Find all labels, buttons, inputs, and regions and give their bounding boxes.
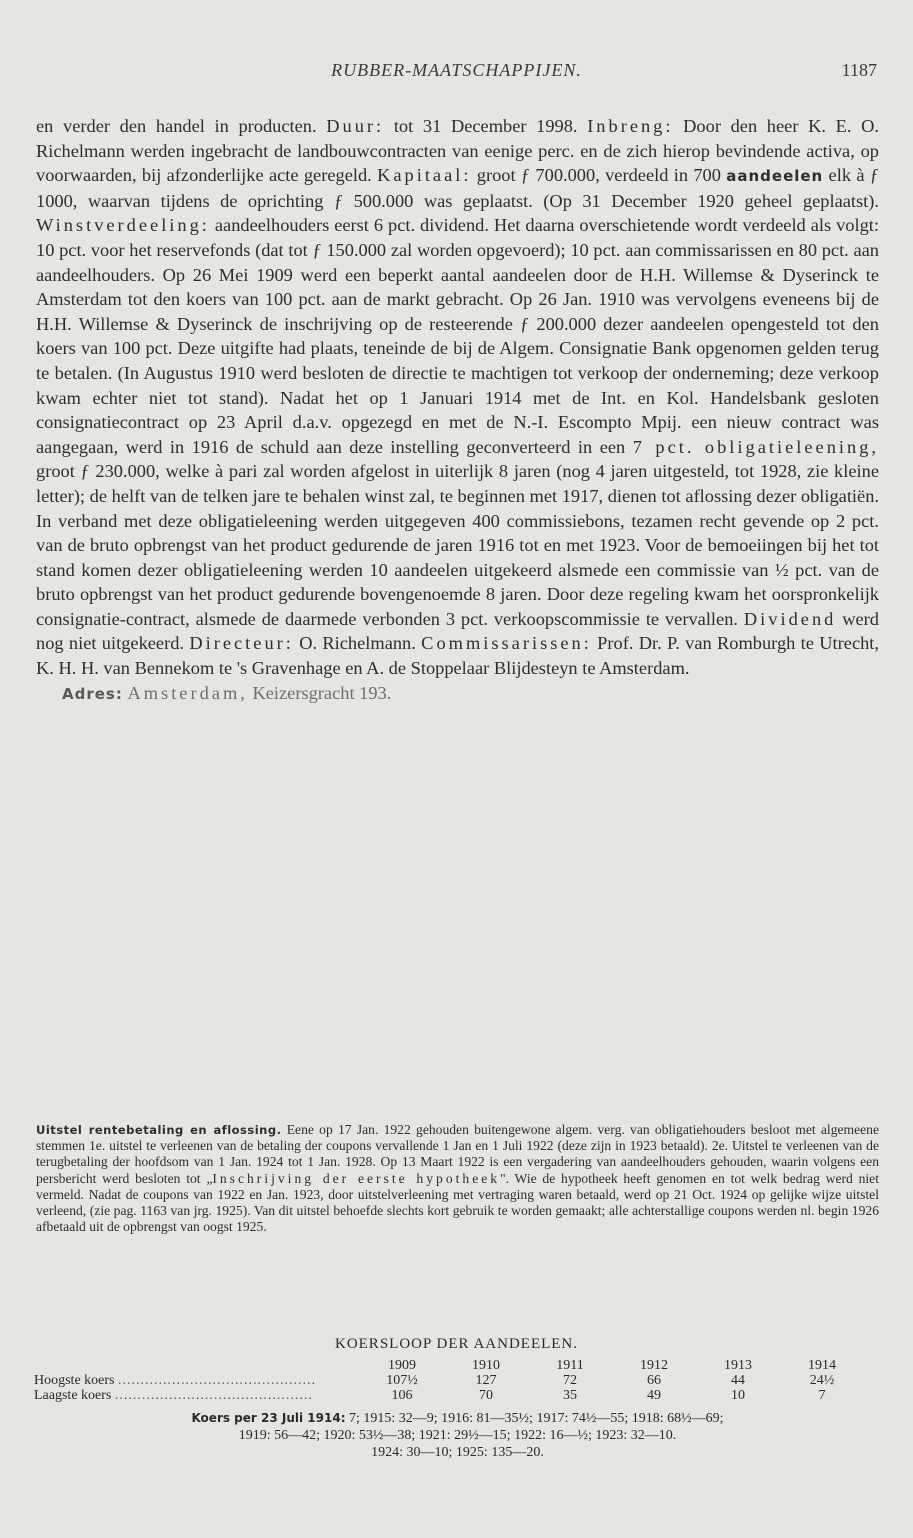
obligatieleening-label: 7 pct. obligatieleening, xyxy=(632,436,879,457)
address-line xyxy=(36,681,879,707)
table-cell: 107½ xyxy=(386,1373,418,1388)
table-row xyxy=(34,1388,864,1403)
table-cell: 127 xyxy=(475,1373,497,1388)
adres-label: Adres: xyxy=(62,684,123,703)
table-cell: 7 xyxy=(818,1388,826,1403)
notice-title: Uitstel rentebetaling en aflossing. xyxy=(36,1123,282,1137)
table-cell: 10 xyxy=(731,1388,745,1403)
koers-table-title: KOERSLOOP DER AANDEELEN. xyxy=(334,1336,579,1352)
year-header: 1911 xyxy=(556,1358,584,1373)
adres-city: Amsterdam, xyxy=(127,682,248,703)
koers-table xyxy=(34,1358,864,1403)
year-header: 1912 xyxy=(640,1358,668,1373)
row-label: Hoogste koers ............................................ xyxy=(34,1373,316,1388)
table-row xyxy=(34,1373,864,1388)
directeur-label: Directeur: xyxy=(189,633,294,654)
page-header xyxy=(36,60,877,86)
year-header: 1909 xyxy=(388,1358,416,1373)
inbreng-label: Inbreng: xyxy=(587,116,674,136)
year-header: 1910 xyxy=(472,1358,500,1373)
kapitaal-label: Kapitaal: xyxy=(377,165,472,186)
table-cell: 66 xyxy=(647,1373,661,1388)
winstverdeeling-label: Winstverdeeling: xyxy=(36,215,210,236)
small-print-notice: Uitstel rentebetaling en aflossing. Eene op 17 Jan. 1922 gehouden buitengewone algem. verg. van obligatiehouders besloot met algemeene stemmen 1e. uitstel te verleenen van de betaling der coupons vervallende 1 Jan en 1 Juli 1922 (deze zijn in 1923 betaald). 2e. Uitstel te verleenen van de terugbetaling der hoofdsom van 1 Jan. 1924 tot 1 Jan. 1928. Op 13 Maart 1922 is een vergadering van aandeelhouders gehouden, waarin volgens een persbericht werd besloten tot „Inschrijving der eerste hypotheek". Wie de hypotheek heeft genomen en tot welk bedrag werd niet vermeld. Nadat de coupons van 1922 en Jan. 1923, door uitstelverleening met vertraging waren betaald, werd op 21 Oct. 1924 op gelijke wijze uitstel verleend, (zie pag. 1163 van jrg. 1925). Van dit uitstel behoefde slechts kort gebruik te worden gemaakt; alle achterstallige coupons werden nl. begin 1926 afbetaald uit de opbrengst van oogst 1925. xyxy=(36,1122,880,1235)
koers-per-line-1: 7; 1915: 32—9; 1916: 81—35½; 1917: 74½—55; 1918: 68½—69; xyxy=(345,1411,724,1426)
row-label: Laagste koers ............................................ xyxy=(34,1388,313,1403)
year-header: 1913 xyxy=(724,1358,752,1373)
year-header: 1914 xyxy=(808,1358,836,1373)
notice-spaced-text: Inschrijving der eerste hypotheek xyxy=(212,1170,501,1186)
commissarissen-label: Commissarissen: xyxy=(421,633,592,654)
running-title: RUBBER-MAATSCHAPPIJEN. xyxy=(331,60,582,80)
adres-street: Keizersgracht 193. xyxy=(247,682,392,703)
table-cell: 49 xyxy=(647,1388,661,1403)
koers-table-header-row xyxy=(34,1358,864,1373)
page-number: 1187 xyxy=(841,60,877,80)
table-cell: 44 xyxy=(731,1373,745,1388)
table-cell: 35 xyxy=(563,1388,577,1403)
koers-per-label: Koers per 23 Juli 1914: xyxy=(191,1411,346,1425)
table-cell: 72 xyxy=(563,1373,577,1388)
table-cell: 24½ xyxy=(809,1373,835,1388)
main-body-text xyxy=(36,114,879,706)
aandeelen-label: aandeelen xyxy=(726,167,824,186)
company-description: en verder den handel in producten. Duur: tot 31 December 1998. Inbreng: Door den heer K. E. O. Richelmann werden ingebracht de landbouwcontracten van eenige perc. en de zich hierop bevindende activa, op voorwaarden, bij afzonderlijke acte geregeld. Kapitaal: groot ƒ 700.000, verdeeld in 700 aandeelen elk à ƒ 1000, waarvan tijdens de oprichting ƒ 500.000 was geplaatst. (Op 31 December 1920 geheel geplaatst). Winstverdeeling: aandeelhouders eerst 6 pct. dividend. Het daarna overschietende wordt verdeeld als volgt: 10 pct. voor het reservefonds (dat tot ƒ 150.000 zal worden opgevoerd); 10 pct. aan commissarissen en 80 pct. aan aandeelhouders. Op 26 Mei 1909 werd een beperkt aantal aandeelen door de H.H. Willemse & Dyserinck te Amsterdam tot den koers van 100 pct. aan de markt gebracht. Op 26 Jan. 1910 was vervolgens eveneens bij de H.H. Willemse & Dyserinck de inschrijving op de resteerende ƒ 200.000 dezer aandeelen opengesteld tot den koers van 100 pct. Deze uitgifte had plaats, teneinde de bij de Algem. Consignatie Bank opgenomen gelden terug te betalen. (In Augustus 1910 werd besloten de directie te machtigen tot verkoop der onderneming; deze verkoop kwam echter niet tot stand). Nadat het op 1 Januari 1914 met de Int. en Kol. Handelsbank gesloten consignatiecontract op 23 April d.a.v. opgezegd en met de N.-I. Escompto Mpij. een nieuw contract was aangegaan, werd in 1916 de schuld aan deze instelling geconverteerd in een 7 pct. obligatieleening, groot ƒ 230.000, welke à pari zal worden afgelost in uiterlijk 8 jaren (nog 4 jaren uitgesteld, tot 1928, zie kleine letter); de helft van de telken jare te behalen winst zal, te beginnen met 1917, dienen tot aflossing dezer obligatiën. In verband met deze obligatieleening werden uitgegeven 400 commissiebons, tezamen recht gevende op 2 pct. van de bruto opbrengst van het product gedurende de jaren 1916 tot en met 1923. Voor de bemoeiingen bij het tot stand komen dezer obligatieleening werden 10 aandeelen uitgekeerd alsmede een commissie van ½ pct. van de bruto opbrengst van het product gedurende bovengenoemde 8 jaren. Door deze regeling kwam het oorspronkelijk consignatie-contract, alsmede de daarmede verbonden 3 pct. verkoopscommissie te vervallen. Dividend werd nog niet uitgekeerd. Directeur: O. Richelmann. Commissarissen: Prof. Dr. P. van Romburgh te Utrecht, K. H. H. van Bennekom te 's Gravenhage en A. de Stoppelaar Blijdesteyn te Amsterdam. xyxy=(36,116,880,679)
koers-per-block xyxy=(36,1410,879,1461)
koers-per-line-2: 1919: 56—42; 1920: 53½—38; 1921: 29½—15; 1922: 16—½; 1923: 32—10. xyxy=(238,1428,677,1443)
table-cell: 106 xyxy=(391,1388,413,1403)
dividend-label: Dividend xyxy=(743,608,837,629)
koers-per-line-3: 1924: 30—10; 1925: 135—20. xyxy=(371,1445,544,1460)
duur-label: Duur: xyxy=(326,116,385,136)
table-cell: 70 xyxy=(479,1388,493,1403)
